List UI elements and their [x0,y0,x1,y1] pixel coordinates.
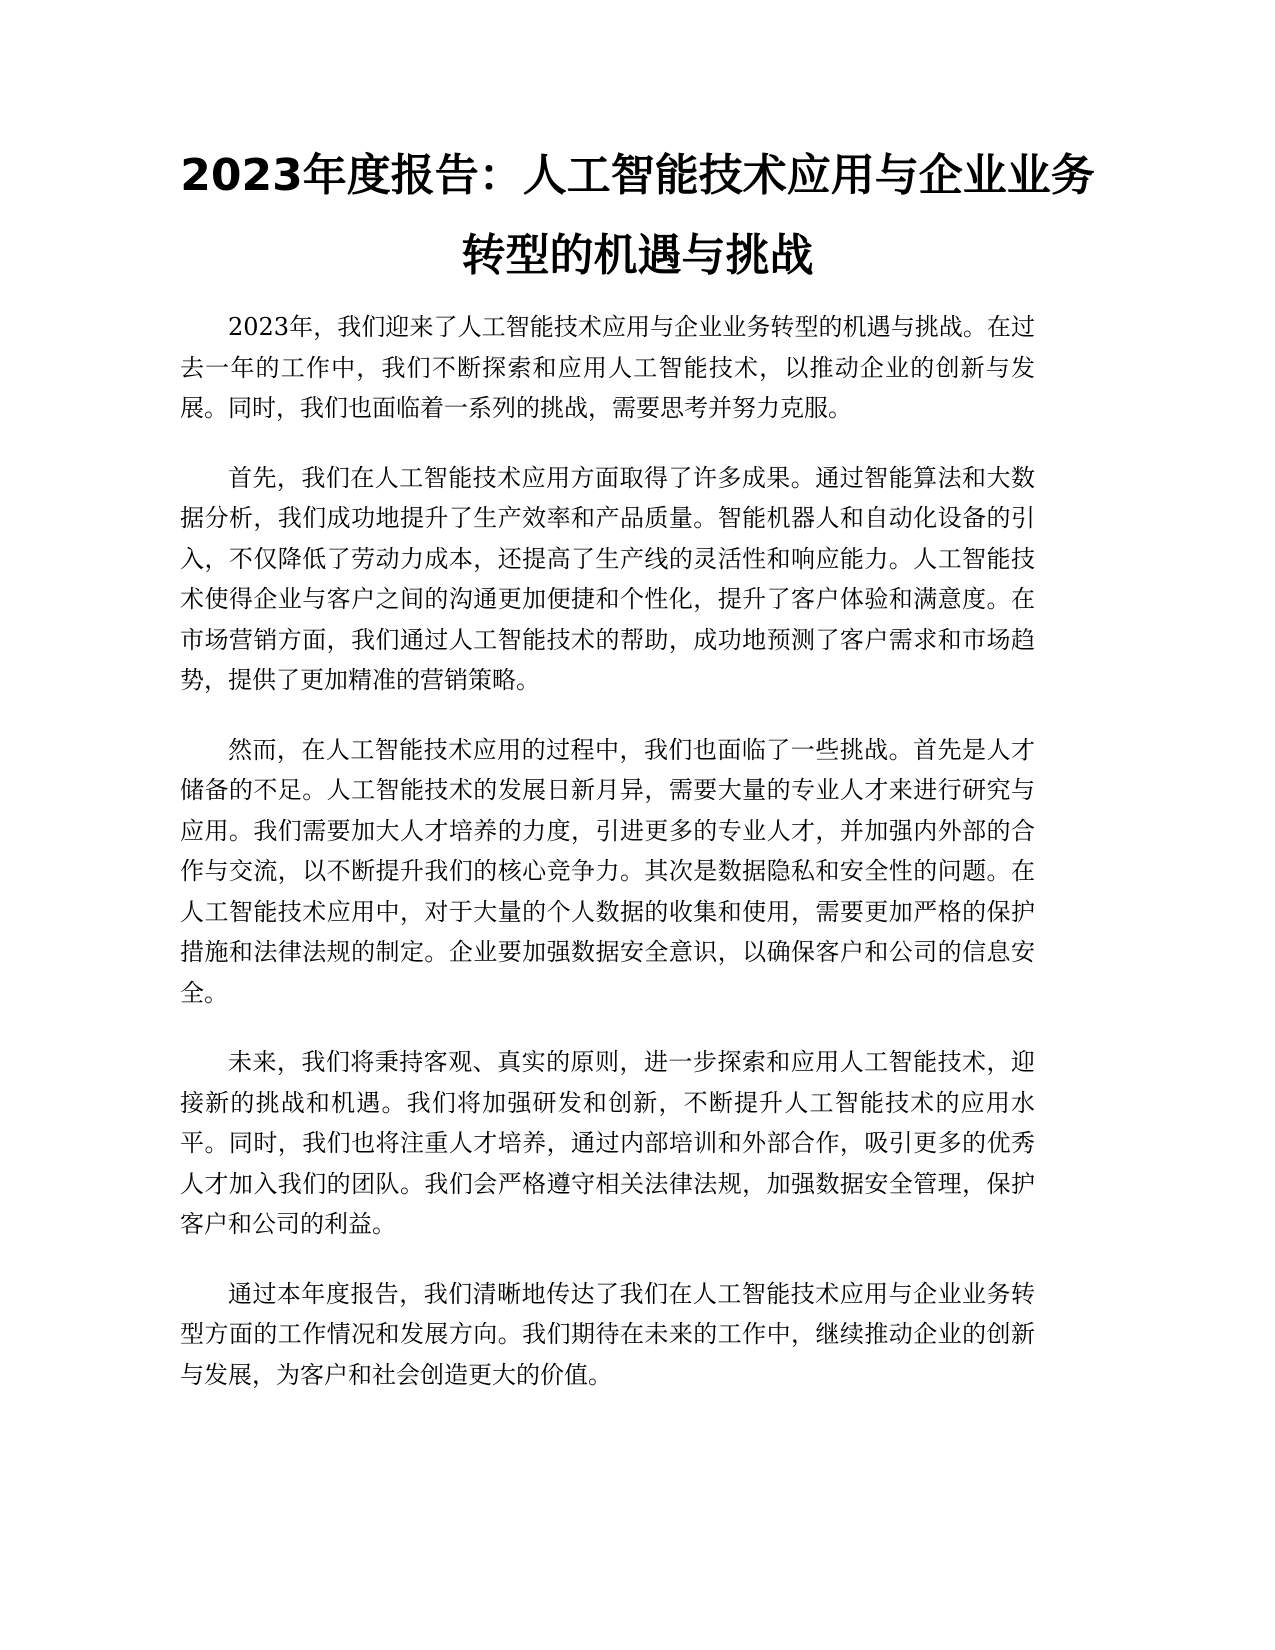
document-title: 2023年度报告：人工智能技术应用与企业业务转型的机遇与挑战 [180,150,1095,281]
paragraph-intro: 2023年，我们迎来了人工智能技术应用与企业业务转型的机遇与挑战。在过去一年的工作中，我们不断探索和应用人工智能技术，以推动企业的创新与发展。同时，我们也面临着一系列的挑战，需要思考并努力克服。 [180,313,1035,422]
paragraph-conclusion: 通过本年度报告，我们清晰地传达了我们在人工智能技术应用与企业业务转型方面的工作情况和发展方向。我们期待在未来的工作中，继续推动企业的创新与发展，为客户和社会创造更大的价值。 [180,1279,1035,1389]
paragraph-future: 未来，我们将秉持客观、真实的原则，进一步探索和应用人工智能技术，迎接新的挑战和机遇。我们将加强研发和创新，不断提升人工智能技术的应用水平。同时，我们也将注重人才培养，通过内部培训和外部合作，吸引更多的优秀人才加入我们的团队。我们会严格遵守相关法律法规，加强数据安全管理，保护客户和公司的利益。 [180,1048,1035,1238]
paragraph-achievements: 首先，我们在人工智能技术应用方面取得了许多成果。通过智能算法和大数据分析，我们成功地提升了生产效率和产品质量。智能机器人和自动化设备的引入，不仅降低了劳动力成本，还提高了生产线的灵活性和响应能力。人工智能技术使得企业与客户之间的沟通更加便捷和个性化，提升了客户体验和满意度。在市场营销方面，我们通过人工智能技术的帮助，成功地预测了客户需求和市场趋势，提供了更加精准的营销策略。 [180,463,1035,694]
paragraph-challenges: 然而，在人工智能技术应用的过程中，我们也面临了一些挑战。首先是人才储备的不足。人工智能技术的发展日新月异，需要大量的专业人才来进行研究与应用。我们需要加大人才培养的力度，引进更多的专业人才，并加强内外部的合作与交流，以不断提升我们的核心竞争力。其次是数据隐私和安全性的问题。在人工智能技术应用中，对于大量的个人数据的收集和使用，需要更加严格的保护措施和法律法规的制定。企业要加强数据安全意识，以确保客户和公司的信息安全。 [180,735,1035,1007]
document-body [180,307,1035,1424]
